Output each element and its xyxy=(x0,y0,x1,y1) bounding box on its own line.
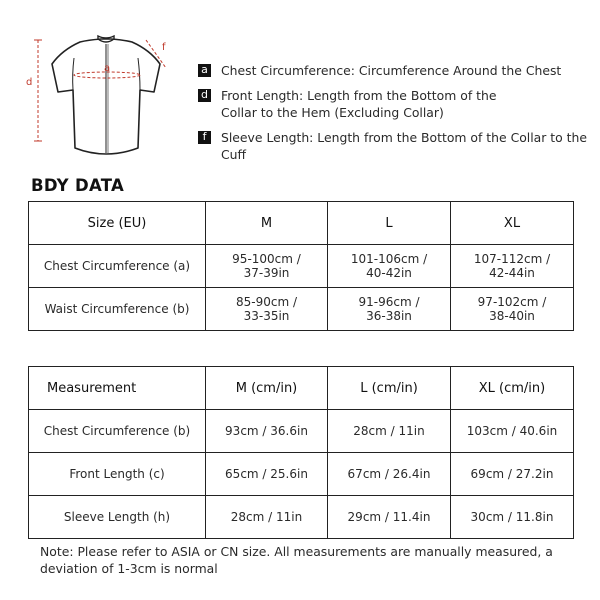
label-f: f xyxy=(162,42,166,53)
legend-item-chest xyxy=(198,62,593,79)
cell-line: 36-38in xyxy=(366,309,412,323)
cell-line: 95-100cm / xyxy=(232,252,301,266)
section-title: BDY DATA xyxy=(31,176,125,195)
table-row xyxy=(29,453,574,496)
label-a: a xyxy=(104,63,111,74)
legend-text-chest: Chest Circumference: Circumference Around the Chest xyxy=(221,63,562,78)
cell-line: 85-90cm / xyxy=(235,295,297,309)
size-note: Note: Please refer to ASIA or CN size. All measurements are manually measured, a deviation of 1-3cm is normal xyxy=(40,544,553,576)
garment-measurement-table xyxy=(28,366,574,539)
table-cell xyxy=(206,288,328,331)
cell-line: 38-40in xyxy=(489,309,535,323)
table-cell: 67cm / 26.4in xyxy=(328,453,451,496)
table-cell: 93cm / 36.6in xyxy=(206,410,328,453)
left-sleeve-seam xyxy=(73,58,74,90)
cell-line: 42-44in xyxy=(489,266,535,280)
table-cell: 28cm / 11in xyxy=(328,410,451,453)
legend-key-d: d xyxy=(198,89,211,102)
table-cell xyxy=(328,245,451,288)
row-label: Sleeve Length (h) xyxy=(29,496,206,539)
table-row xyxy=(29,245,574,288)
cell-line: 33-35in xyxy=(243,309,290,323)
table-header-row xyxy=(29,367,574,410)
table-cell: 103cm / 40.6in xyxy=(451,410,574,453)
cell-line: 37-39in xyxy=(243,266,290,280)
row-label: Chest Circumference (b) xyxy=(29,410,206,453)
cell-line: 40-42in xyxy=(366,266,412,280)
cell-line: 91-96cm / xyxy=(358,295,420,309)
row-label: Chest Circumference (a) xyxy=(29,245,206,288)
header-cell: M (cm/in) xyxy=(206,367,328,410)
measurement-legend xyxy=(198,62,593,163)
table-header-row xyxy=(29,202,574,245)
legend-text-front-length: Front Length: Length from the Bottom of the Collar to the Hem (Excluding Collar) xyxy=(221,88,497,120)
table-cell xyxy=(451,288,574,331)
header-cell: XL xyxy=(451,202,574,245)
cell-line: 97-102cm / xyxy=(477,295,547,309)
cell-line: 101-106cm / xyxy=(350,252,428,266)
jersey-outline-illustration xyxy=(18,28,190,168)
table-cell: 65cm / 25.6in xyxy=(206,453,328,496)
header-cell: XL (cm/in) xyxy=(451,367,574,410)
body-data-table xyxy=(28,201,574,331)
header-cell: L xyxy=(328,202,451,245)
legend-key-f: f xyxy=(198,131,211,144)
jersey-diagram xyxy=(18,28,190,168)
table-cell: 69cm / 27.2in xyxy=(451,453,574,496)
table-row xyxy=(29,496,574,539)
table-cell: 29cm / 11.4in xyxy=(328,496,451,539)
table-cell xyxy=(206,245,328,288)
legend-item-sleeve xyxy=(198,129,593,163)
header-cell: Measurement xyxy=(29,367,206,410)
label-d: d xyxy=(26,77,33,88)
table-cell xyxy=(451,245,574,288)
header-cell: L (cm/in) xyxy=(328,367,451,410)
row-label: Front Length (c) xyxy=(29,453,206,496)
row-label: Waist Circumference (b) xyxy=(29,288,206,331)
table-cell xyxy=(328,288,451,331)
legend-text-sleeve: Sleeve Length: Length from the Bottom of the Collar to the Cuff xyxy=(221,130,588,162)
table-cell: 30cm / 11.8in xyxy=(451,496,574,539)
table-row xyxy=(29,288,574,331)
table-cell: 28cm / 11in xyxy=(206,496,328,539)
header-cell: Size (EU) xyxy=(29,202,206,245)
cell-line: 107-112cm / xyxy=(473,252,551,266)
header-cell: M xyxy=(206,202,328,245)
legend-key-a: a xyxy=(198,64,211,77)
table-row xyxy=(29,410,574,453)
legend-item-front-length xyxy=(198,87,593,121)
